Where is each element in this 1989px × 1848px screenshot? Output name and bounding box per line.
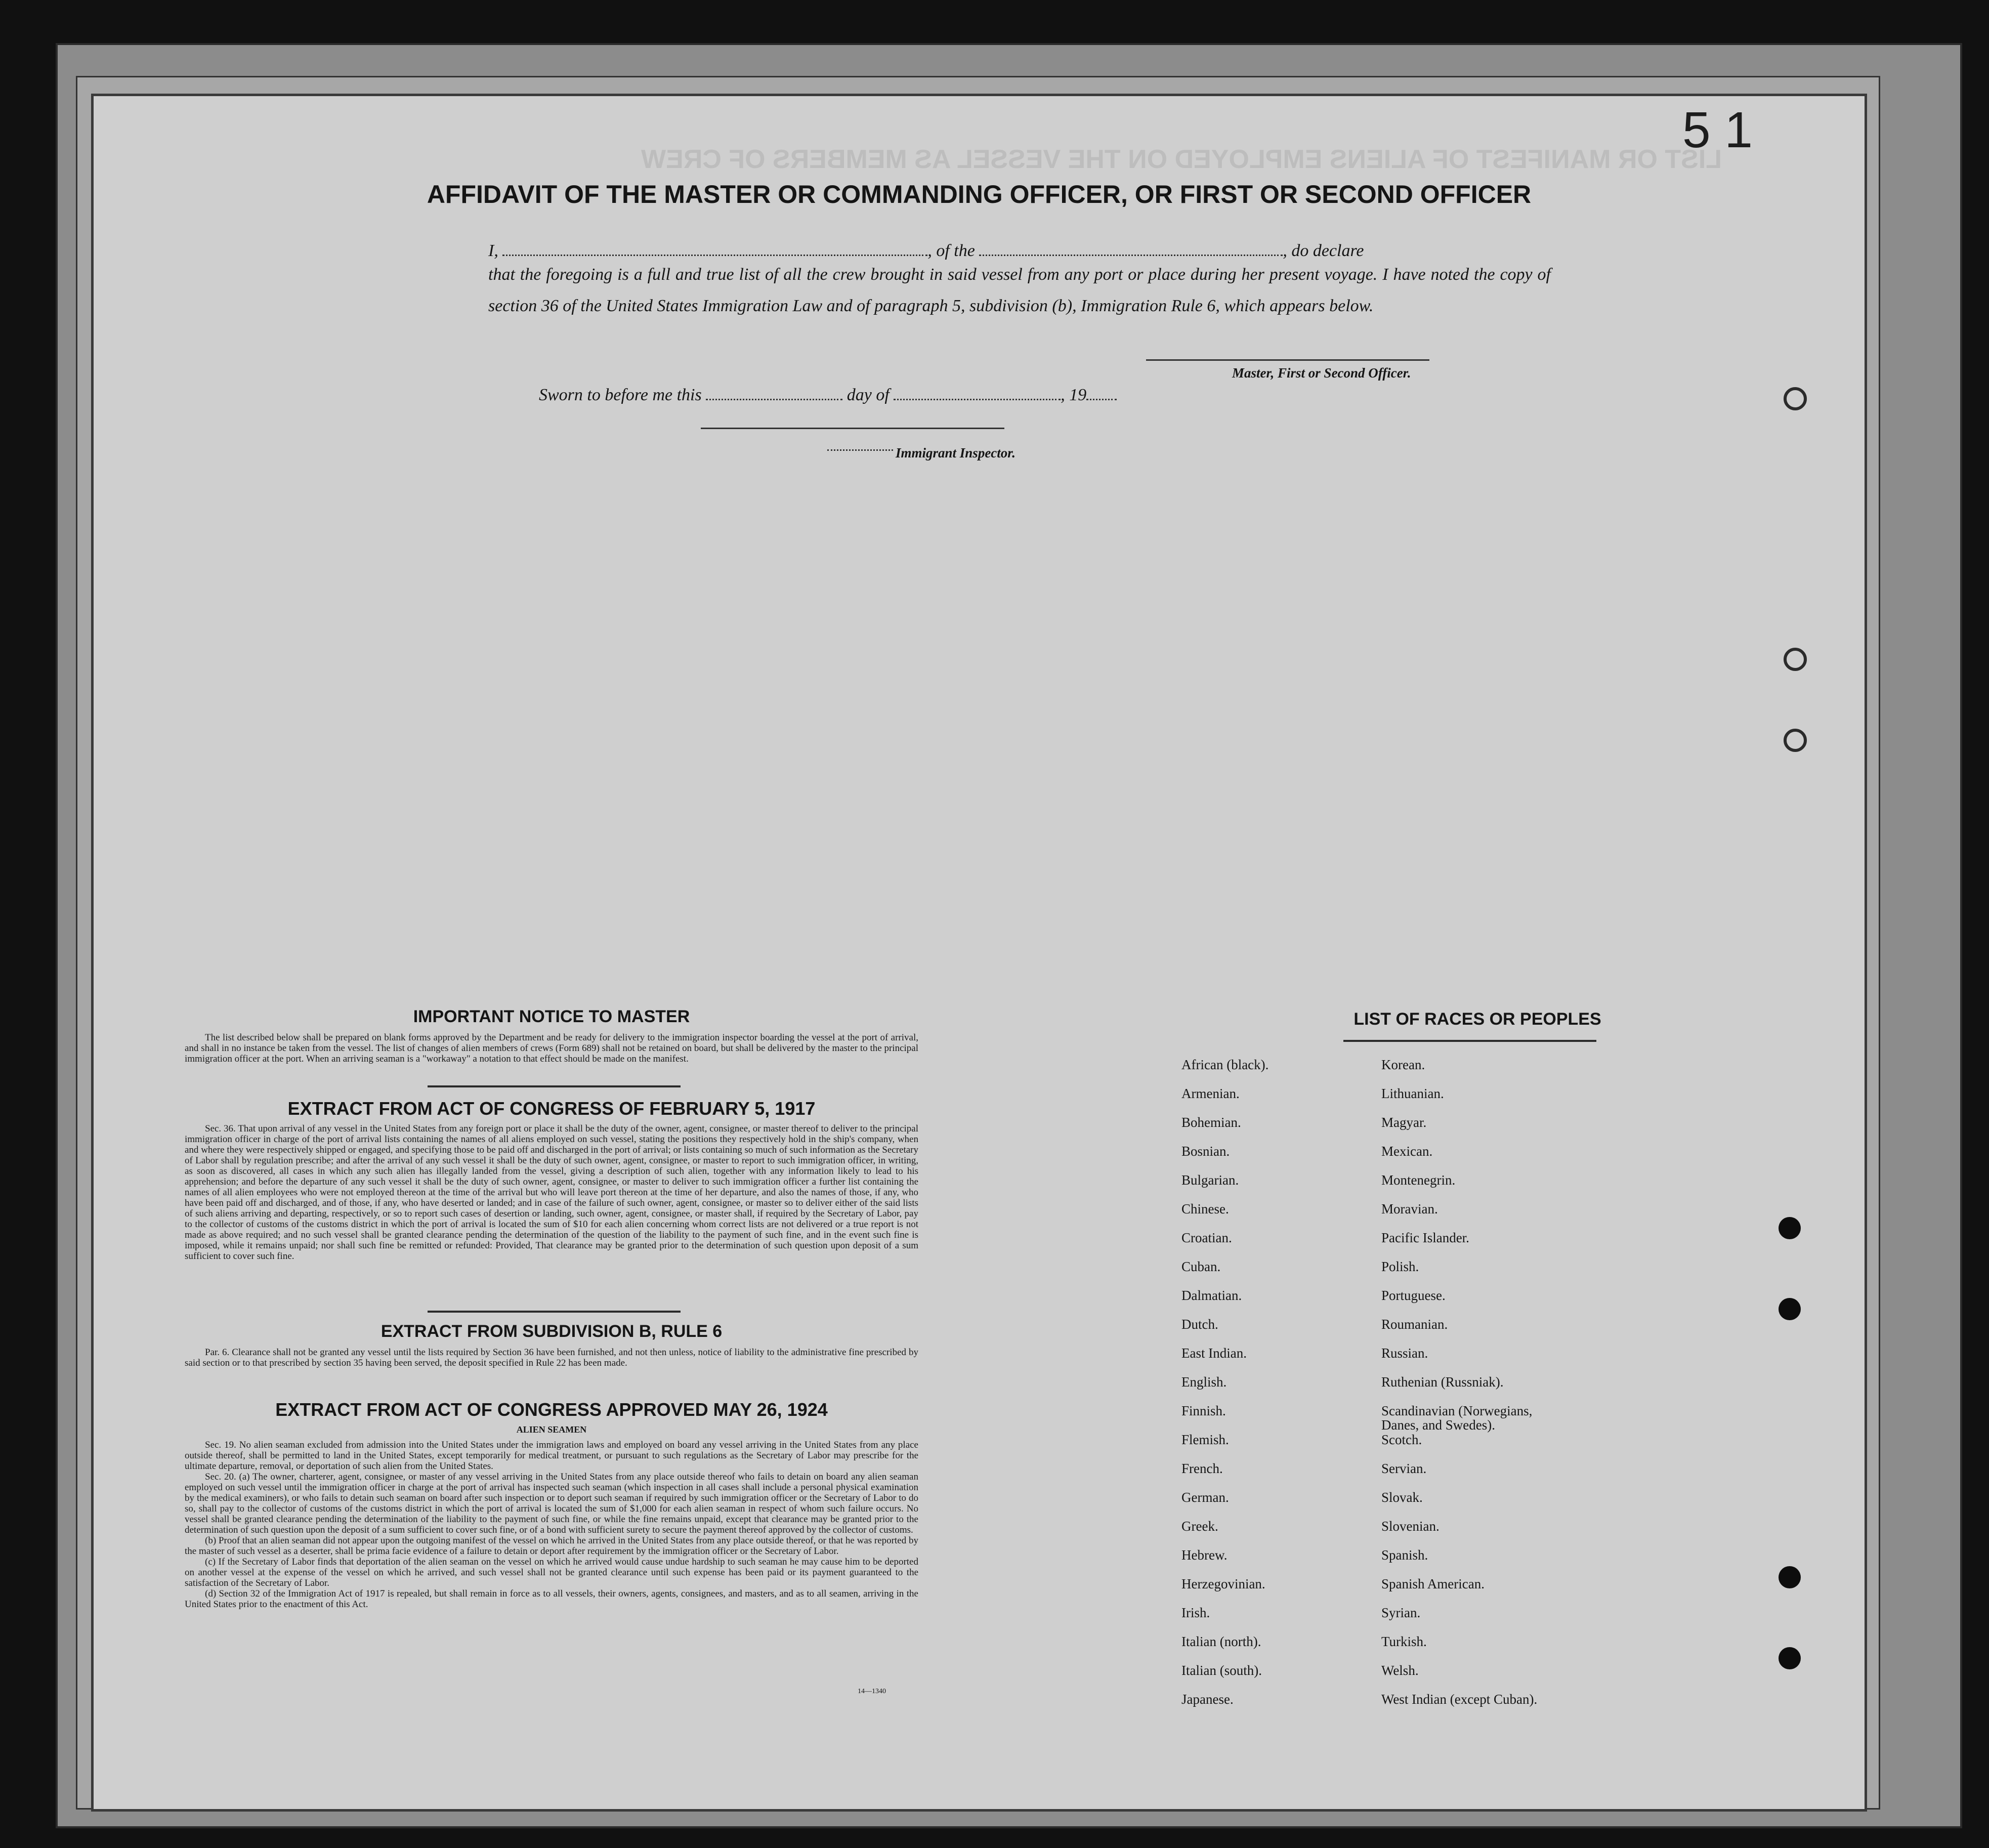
list-item: Welsh. — [1381, 1663, 1419, 1678]
punch-hole-right — [1784, 648, 1807, 671]
day-of-label: day of — [847, 386, 890, 404]
list-item: Dalmatian. — [1181, 1288, 1242, 1303]
master-name-blank[interactable] — [502, 239, 927, 256]
list-item: Chinese. — [1181, 1201, 1229, 1216]
inspector-signature-line[interactable] — [701, 428, 1004, 429]
punch-hole-right — [1779, 1298, 1801, 1320]
list-item: Mexican. — [1381, 1144, 1433, 1159]
list-item: African (black). — [1181, 1057, 1269, 1072]
list-item: Croatian. — [1181, 1230, 1232, 1245]
inspector-signature-short-line — [827, 449, 893, 451]
races-left-column — [1181, 1058, 1394, 1721]
divider — [1343, 1040, 1596, 1042]
list-item: Ruthenian (Russniak). — [1381, 1374, 1504, 1390]
list-item: Finnish. — [1181, 1403, 1226, 1418]
extract-1924-text — [185, 1440, 918, 1610]
vessel-name-blank[interactable] — [979, 239, 1283, 256]
list-item: Armenian. — [1181, 1086, 1240, 1101]
list-item: Slovenian. — [1381, 1519, 1440, 1534]
list-item: Lithuanian. — [1381, 1086, 1444, 1101]
list-item: Bohemian. — [1181, 1115, 1241, 1130]
list-item: Cuban. — [1181, 1259, 1221, 1274]
list-item: Scandinavian (Norwegians, Danes, and Swedes). — [1381, 1403, 1533, 1433]
list-item: Portuguese. — [1381, 1288, 1446, 1303]
notice-title: IMPORTANT NOTICE TO MASTER — [413, 1007, 690, 1026]
list-item: Japanese. — [1181, 1692, 1234, 1707]
list-item: East Indian. — [1181, 1346, 1247, 1361]
list-item: Montenegrin. — [1381, 1172, 1456, 1188]
list-item: Polish. — [1381, 1259, 1419, 1274]
list-item: Italian (north). — [1181, 1634, 1261, 1649]
list-item: Servian. — [1381, 1461, 1427, 1476]
sworn-line — [539, 380, 1601, 411]
divider — [428, 1085, 681, 1087]
list-item: Italian (south). — [1181, 1663, 1262, 1678]
affidavit-title: AFFIDAVIT OF THE MASTER OR COMMANDING OFFICER, OR FIRST OR SECOND OFFICER — [427, 180, 1532, 208]
list-item: Moravian. — [1381, 1201, 1438, 1216]
of-the-label: , of the — [927, 241, 975, 260]
sec-20c-paragraph: (c) If the Secretary of Labor finds that deportation of the alien seaman on the vessel on which he arrived would cause undue hardship to such seaman he may cause him to be deported on another vessel at the expense of the vessel on which he arrived, and such vessel shall not be granted clearance until such expense has been paid or its payment guaranteed to the satisfaction of the Secretary of Labor. — [185, 1557, 918, 1588]
list-item: English. — [1181, 1374, 1227, 1390]
i-label: I, — [488, 241, 498, 260]
list-item: Syrian. — [1381, 1605, 1421, 1620]
list-item: Bulgarian. — [1181, 1172, 1239, 1188]
extract-1917-text — [185, 1123, 918, 1262]
punch-hole-right — [1779, 1647, 1801, 1669]
list-item: Scotch. — [1381, 1432, 1422, 1447]
list-item: Dutch. — [1181, 1317, 1218, 1332]
list-item: Flemish. — [1181, 1432, 1229, 1447]
list-item: Slovak. — [1381, 1490, 1423, 1505]
list-item: Magyar. — [1381, 1115, 1427, 1130]
bleed-through-heading: LIST OR MANIFEST OF ALIENS EMPLOYED ON THE VESSEL AS MEMBERS OF CREW — [641, 145, 1722, 174]
list-item: Turkish. — [1381, 1634, 1427, 1649]
list-item: Irish. — [1181, 1605, 1210, 1620]
sworn-month-blank[interactable] — [894, 384, 1061, 400]
extract-1917-paragraph: Sec. 36. That upon arrival of any vessel in the United States from any foreign port or place it shall be the duty of the owner, agent, consignee, or master thereof to deliver to the principal immigration officer in charge of the port of arrival lists containing the names of all aliens employed on such vessel, stating the positions they respectively hold in the ship's company, when and where they were respectively shipped or engaged, and specifying those to be paid off and discharged in the port of arrival; or lists containing so much of such information as the Secretary of Labor shall by regulation prescribe; and after the arrival of any such vessel it shall be the duty of such owner, agent, consignee, or master to report to such immigration officer, in writing, as soon as discovered, all cases in which any such alien has illegally landed from the vessel, giving a description of such alien, together with any information likely to lead to his apprehension; and before the departure of any such vessel it shall be the duty of such owner, agent, consignee, or master to deliver to such immigration officer a further list containing the names of all alien employees who were not employed thereon at the time of the arrival but who will leave port thereon at the time of her departure, and also the names of those, if any, who have been paid off and discharged, and of those, if any, who have deserted or landed; and in case of the failure of such owner, agent, consignee, or master so to deliver either of the said lists of such aliens arriving and departing, respectively, or so to report such cases of desertion or landing, such owner, agent, consignee, or master shall, if required by the Secretary of Labor, pay to the collector of customs of the customs district in which the port of arrival is located the sum of $10 for each alien concerning whom correct lists are not delivered or a true report is not made as above required; and no such vessel shall be granted clearance pending the determination of the question of the liability to the payment of such fine, and in the event such fine is imposed, while it remains unpaid; nor shall such fine be remitted or refunded: Provided, That clearance may be granted prior to the determination of such question upon deposit of a sum sufficient to cover such fine. — [185, 1123, 918, 1262]
sec-20d-paragraph: (d) Section 32 of the Immigration Act of 1917 is repealed, but shall remain in force as to all vessels, their owners, agents, consignees, and masters, and as to all seamen, arriving in the United States prior to the enactment of this Act. — [185, 1588, 918, 1610]
punch-hole-right — [1784, 387, 1807, 410]
inspector-label: Immigrant Inspector. — [896, 445, 1016, 460]
extract-rule6-text — [185, 1347, 918, 1368]
list-item: Spanish American. — [1381, 1576, 1485, 1591]
sec-19-paragraph: Sec. 19. No alien seaman excluded from admission into the United States under the immigration laws and employed on board any vessel arriving in the United States from any place outside thereof, shall be permitted to land in the United States, except temporarily for medical treatment, or pursuant to such regulations as the Secretary of Labor may prescribe for the ultimate departure, removal, or deportation of such alien from the United States. — [185, 1440, 918, 1472]
do-declare-label: , do declare — [1283, 241, 1364, 260]
punch-hole-right — [1779, 1217, 1801, 1239]
form-number: 14—1340 — [858, 1688, 886, 1695]
list-item: Pacific Islander. — [1381, 1230, 1469, 1245]
declaration-statement: that the foregoing is a full and true list of all the crew brought in said vessel from any port or place during her present voyage. I have noted the copy of section 36 of the United States Immigration Law and of paragraph 5, subdivision (b), Immigration Rule 6, which appears below. — [488, 265, 1551, 315]
master-signature-label: Master, First or Second Officer. — [1232, 365, 1411, 381]
divider — [428, 1311, 681, 1313]
list-item: Russian. — [1381, 1346, 1428, 1361]
notice-text — [185, 1032, 918, 1064]
sworn-prefix: Sworn to before me this — [539, 386, 702, 404]
races-title: LIST OF RACES OR PEOPLES — [1353, 1010, 1601, 1029]
list-item: Korean. — [1381, 1057, 1425, 1072]
page-number: 5 1 — [1682, 102, 1753, 158]
form-page — [91, 94, 1867, 1812]
list-item: Spanish. — [1381, 1547, 1428, 1563]
notice-paragraph: The list described below shall be prepared on blank forms approved by the Department and be ready for delivery to the immigration inspector boarding the vessel at the port of arrival, and shall in no instance be taken from the vessel. The list of changes of alien members of crews (Form 689) shall not be retained on board, but shall be delivered by the master to the principal immigration officer at the port. When an arriving seaman is a "workaway" a notation to that effect should be made on the manifest. — [185, 1032, 918, 1064]
sworn-day-blank[interactable] — [706, 384, 842, 400]
punch-hole-right — [1784, 729, 1807, 752]
list-item: Greek. — [1181, 1519, 1218, 1534]
list-item: French. — [1181, 1461, 1223, 1476]
list-item: German. — [1181, 1490, 1229, 1505]
sec-20a-paragraph: Sec. 20. (a) The owner, charterer, agent, consignee, or master of any vessel arriving in the United States from any place outside thereof who fails to detain on board any alien seaman employed on such vessel until the immigration officer in charge at the port of arrival has inspected such seaman (which inspection in all cases shall include a personal physical examination by the medical examiners), or who fails to detain such seaman on board after such inspection or to deport such seaman if required by such immigration officer or the Secretary of Labor to do so, shall pay to the collector of customs of the customs district in which the port of arrival is located the sum of $1,000 for each alien seaman in respect of whom such failure occurs. No vessel shall be granted clearance pending the determination of the liability to the payment of such fine, or while the fine remains unpaid, except that clearance may be granted prior to the determination of such question upon the deposit of a sum sufficient to cover such fine, or of a bond with sufficient surety to secure the payment thereof approved by the collector of customs. — [185, 1472, 918, 1535]
extract-1917-title: EXTRACT FROM ACT OF CONGRESS OF FEBRUARY 5, 1917 — [287, 1098, 816, 1119]
extract-1924-title: EXTRACT FROM ACT OF CONGRESS APPROVED MAY 26, 1924 — [275, 1399, 828, 1420]
punch-hole-right — [1779, 1566, 1801, 1588]
races-right-column — [1381, 1058, 1644, 1721]
list-item: Herzegovinian. — [1181, 1576, 1265, 1591]
list-item: West Indian (except Cuban). — [1381, 1692, 1538, 1707]
list-item: Roumanian. — [1381, 1317, 1448, 1332]
extract-rule6-title: EXTRACT FROM SUBDIVISION B, RULE 6 — [380, 1322, 723, 1341]
list-item: Hebrew. — [1181, 1547, 1228, 1563]
year-prefix: , 19 — [1061, 386, 1087, 404]
master-signature-line[interactable] — [1146, 359, 1429, 361]
list-item: Bosnian. — [1181, 1144, 1230, 1159]
alien-seamen-subtitle: ALIEN SEAMEN — [516, 1424, 587, 1435]
sec-20b-paragraph: (b) Proof that an alien seaman did not appear upon the outgoing manifest of the vessel on which he arrived in the United States from any place outside thereof, or that he was reported by the master of such vessel as a deserter, shall be prima facie evidence of a failure to detain or deport after requirement by the immigration officer or the Secretary of Labor. — [185, 1535, 918, 1557]
extract-rule6-paragraph: Par. 6. Clearance shall not be granted any vessel until the lists required by Section 36 have been furnished, and not then unless, notice of liability to the administrative fine prescribed by said section or to that prescribed by section 35 having been served, the deposit specified in Rule 22 has been made. — [185, 1347, 918, 1368]
sworn-year-blank[interactable] — [1086, 384, 1117, 400]
